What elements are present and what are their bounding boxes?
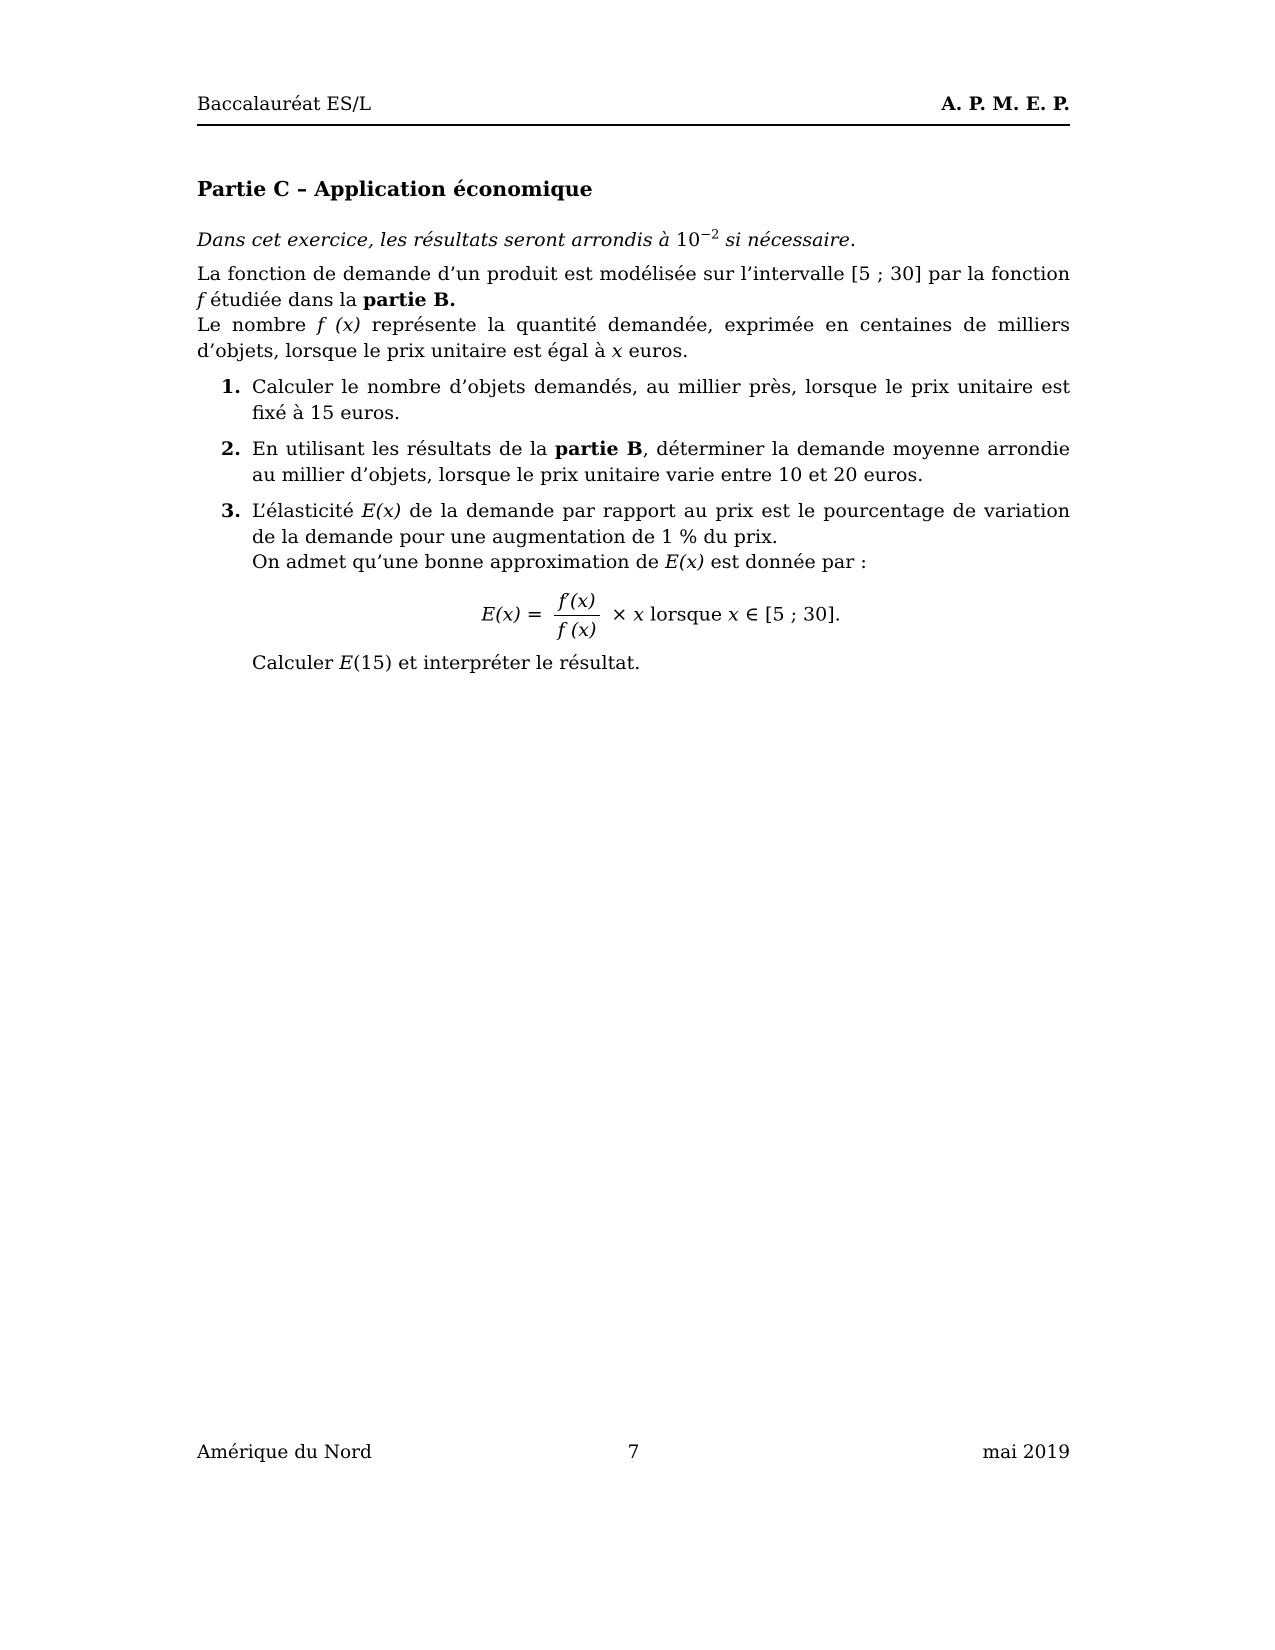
- intro-paragraph: [197, 262, 1070, 313]
- formula-equals: =: [520, 603, 549, 625]
- elasticity-formula: [252, 589, 1070, 642]
- p2-text-2: représente la quantité demandée, exprimée en centaines de milliers d’objets, lorsque le prix unitaire est égal à: [197, 314, 1071, 362]
- q3-conclusion-2: (15) et interpréter le résultat.: [353, 651, 641, 674]
- formula-membership: ∈: [738, 603, 766, 625]
- p1-text-1: La fonction de demande d’un produit est modélisée sur l’intervalle: [197, 263, 852, 285]
- question-1-text: [252, 375, 1070, 426]
- section-title: Partie C – Application économique: [197, 176, 593, 201]
- formula-fraction: [554, 589, 601, 642]
- page-footer: [197, 1440, 1070, 1466]
- question-2-text: [252, 437, 1070, 488]
- fraction-numerator: f′(x): [558, 589, 596, 612]
- note-power: [676, 229, 719, 251]
- question-item-2: [197, 437, 1070, 488]
- q1-text: Calculer le nombre d’objets demandés, au millier près, lorsque le prix unitaire est fixé à 15 euros.: [252, 376, 1070, 424]
- footer-page-number: 7: [627, 1442, 640, 1463]
- math-f: f: [197, 288, 205, 311]
- header-doc-title: Baccalauréat ES/L: [197, 94, 372, 115]
- footer-date: mai 2019: [982, 1442, 1070, 1463]
- question-2-number: 2.: [221, 438, 241, 460]
- footer-location: Amérique du Nord: [197, 1442, 372, 1463]
- formula-times: ×: [605, 603, 634, 625]
- rounding-note: [197, 228, 1070, 254]
- formula-x1: x: [633, 603, 645, 625]
- question-3-body: [252, 499, 1070, 676]
- p2-text-1: Le nombre: [197, 314, 318, 336]
- q3-text-2: de la demande par rapport au prix est le pourcentage de variation de la demande pour une augmentation de 1 % du prix.: [252, 500, 1070, 548]
- fraction-denominator: f (x): [554, 615, 601, 642]
- q3-approximation-paragraph: [252, 550, 1070, 576]
- p1-text-2: par la fonction: [921, 263, 1070, 285]
- formula-interval: [5 ; 30]: [765, 603, 835, 625]
- q3-admit-2: est donnée par :: [704, 551, 867, 573]
- math-fx: f (x): [317, 314, 361, 336]
- math-E: E: [339, 651, 354, 674]
- note-text-post: si nécessaire.: [719, 228, 856, 251]
- note-power-base: 10: [676, 228, 701, 251]
- p1-partie-b-bold: partie B.: [362, 288, 456, 311]
- formula-lorsque: lorsque: [644, 603, 729, 625]
- q3-conclusion-paragraph: [252, 651, 1070, 677]
- page-header: [197, 0, 1070, 118]
- p1-text-3: étudiée dans la: [204, 288, 363, 311]
- math-Ex-2: E(x): [665, 551, 705, 573]
- question-item-1: [197, 375, 1070, 426]
- definition-paragraph: [197, 313, 1070, 364]
- q2-text-2: , déterminer la demande moyenne arrondie au millier d’objets, lorsque le prix unitaire varie entre 10 et 20 euros.: [252, 438, 1070, 486]
- formula-x2: x: [728, 603, 739, 625]
- question-list: [197, 375, 1070, 676]
- q3-elasticity-paragraph: [252, 499, 1070, 550]
- note-text-pre: Dans cet exercice, les résultats seront arrondis à: [197, 228, 676, 251]
- p2-text-3: euros.: [622, 339, 689, 362]
- q2-partie-b-bold: partie B: [554, 438, 643, 460]
- q3-admit-1: On admet qu’une bonne approximation de: [252, 551, 666, 573]
- math-x: x: [611, 339, 623, 362]
- header-org: A. P. M. E. P.: [941, 94, 1070, 115]
- question-3-number: 3.: [221, 500, 241, 522]
- question-item-3: [197, 499, 1070, 676]
- note-power-exponent: −2: [700, 227, 720, 243]
- math-Ex: E(x): [361, 500, 402, 522]
- q3-text-1: L’élasticité: [252, 500, 362, 522]
- question-1-number: 1.: [221, 376, 241, 398]
- formula-period: .: [834, 603, 841, 625]
- interval-notation: [5 ; 30]: [851, 263, 922, 285]
- content-area: [197, 0, 1070, 676]
- q2-text-1: En utilisant les résultats de la: [252, 438, 555, 460]
- formula-lhs: E(x): [481, 603, 521, 625]
- q3-conclusion-1: Calculer: [252, 651, 340, 674]
- header-rule: [197, 124, 1070, 126]
